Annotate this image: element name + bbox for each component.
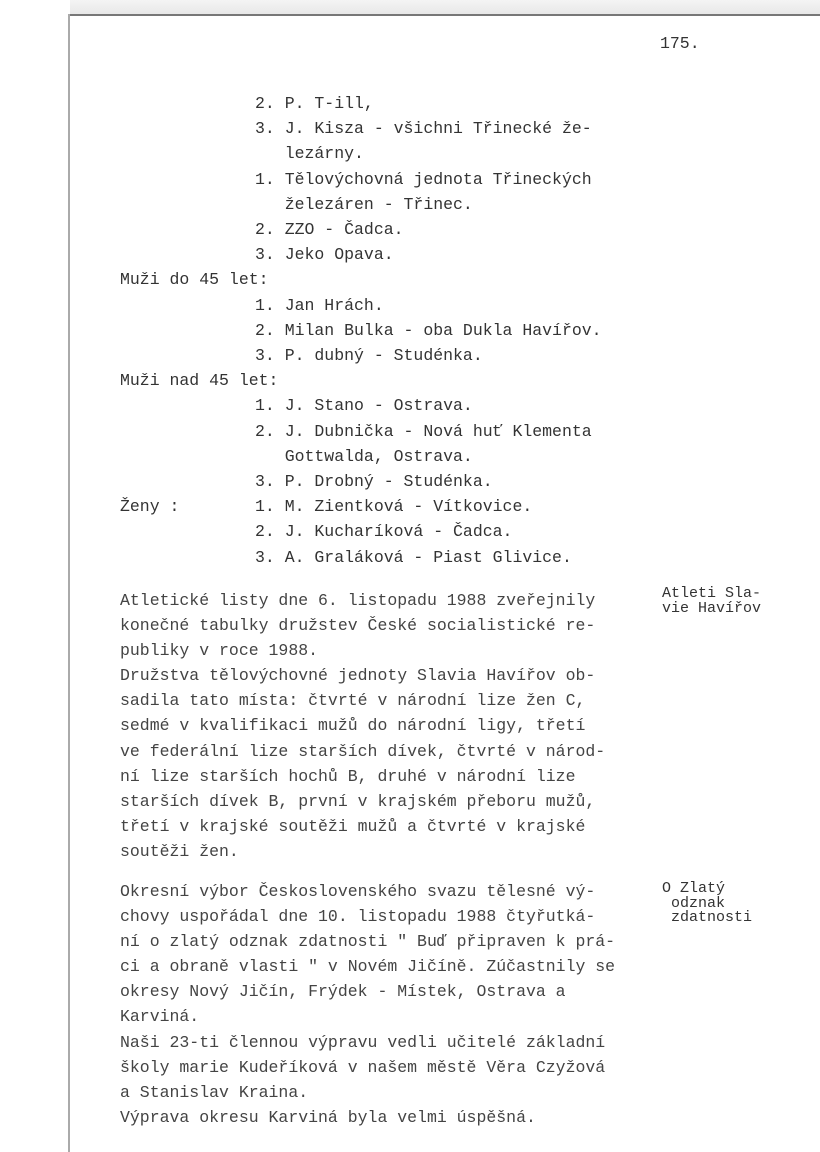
category-label (120, 419, 255, 444)
list-row (120, 545, 602, 570)
list-row (120, 167, 602, 192)
paragraph-golden-badge: Okresní výbor Československého svazu tělesné vý- chovy uspořádal dne 10. listopadu 1988 čtyřutká- ní o zlatý odznak zdatnosti " Buď připraven k prá- ci a obraně vlasti " v Novém Jičíně. Zúčastnily se okresy Nový Jičín, Frýdek - Místek, Ostrava a Karviná. Naši 23-ti člennou výpravu vedli učitelé základní školy marie Kudeříková v našem městě Věra Czyžová a Stanislav Kraina. Výprava okresu Karviná byla velmi úspěšná. (120, 882, 616, 1127)
list-item: 2. J. Dubnička - Nová huť Klementa (255, 421, 592, 441)
category-label (120, 91, 255, 116)
list-row (120, 444, 602, 469)
list-row (120, 217, 602, 242)
list-item: 1. J. Stano - Ostrava. (255, 396, 473, 416)
list-row (120, 469, 602, 494)
list-item: 3. J. Kisza - všichni Třinecké že- (255, 119, 592, 139)
scan-top-shadow (70, 0, 820, 14)
category-label (120, 167, 255, 192)
category-label (120, 116, 255, 141)
list-row (120, 494, 602, 519)
category-label (120, 217, 255, 242)
list-row (120, 242, 602, 267)
category-label (120, 293, 255, 318)
list-item: 1. Tělovýchovná jednota Třineckých (255, 169, 592, 189)
category-label: Muži do 45 let: (120, 270, 269, 290)
list-row (120, 91, 602, 116)
list-item: 1. Jan Hrách. (255, 295, 384, 315)
list-row (120, 267, 602, 292)
results-list (120, 91, 602, 570)
category-label (120, 519, 255, 544)
category-label: Ženy : (120, 497, 180, 517)
list-row (120, 519, 602, 544)
paragraph-atletics-tables: Atletické listy dne 6. listopadu 1988 zveřejnily konečné tabulky družstev České socialistické re- publiky v roce 1988. Družstva tělovýchovné jednoty Slavia Havířov ob- sadila tato místa: čtvrté v národní lize žen C, sedmé v kvalifikaci mužů do národní ligy, třetí ve federální lize starších dívek, čtvrté v národ- ní lize starších hochů B, druhé v národní lize starších dívek B, první v krajském přeboru mužů, třetí v krajské soutěži mužů a čtvrté v krajské soutěži žen. (120, 591, 606, 861)
page-number: 175. (660, 34, 700, 53)
category-label (120, 343, 255, 368)
category-label (120, 318, 255, 343)
category-label (120, 141, 255, 166)
list-row (120, 293, 602, 318)
list-item: 1. M. Zientková - Vítkovice. (255, 497, 533, 517)
list-item: 3. A. Graláková - Piast Glivice. (255, 547, 572, 567)
margin-note-zlaty-odznak: O Zlatý odznak zdatnosti (662, 880, 753, 926)
list-row (120, 318, 602, 343)
margin-note-atleti: Atleti Sla- vie Havířov (662, 585, 762, 617)
list-row (120, 192, 602, 217)
list-item: 2. J. Kucharíková - Čadca. (255, 522, 513, 542)
list-item: 3. P. Drobný - Studénka. (255, 472, 493, 492)
list-row (120, 368, 602, 393)
list-row (120, 343, 602, 368)
category-label (120, 393, 255, 418)
list-item: železáren - Třinec. (255, 194, 473, 214)
list-row (120, 419, 602, 444)
category-label (120, 242, 255, 267)
page-top-edge (70, 14, 820, 16)
list-row (120, 116, 602, 141)
page-left-edge (68, 14, 70, 1152)
list-item: Gottwalda, Ostrava. (255, 446, 473, 466)
list-item: 2. ZZO - Čadca. (255, 220, 404, 240)
list-item: 2. P. T-ill, (255, 94, 374, 113)
category-label: Muži nad 45 let: (120, 371, 279, 391)
list-item: 2. Milan Bulka - oba Dukla Havířov. (255, 320, 602, 340)
list-row (120, 393, 602, 418)
list-row (120, 141, 602, 166)
list-item: 3. P. dubný - Studénka. (255, 346, 483, 366)
list-item: 3. Jeko Opava. (255, 245, 394, 265)
category-label (120, 444, 255, 469)
category-label (120, 469, 255, 494)
category-label (120, 545, 255, 570)
category-label (120, 192, 255, 217)
list-item: lezárny. (255, 144, 364, 164)
